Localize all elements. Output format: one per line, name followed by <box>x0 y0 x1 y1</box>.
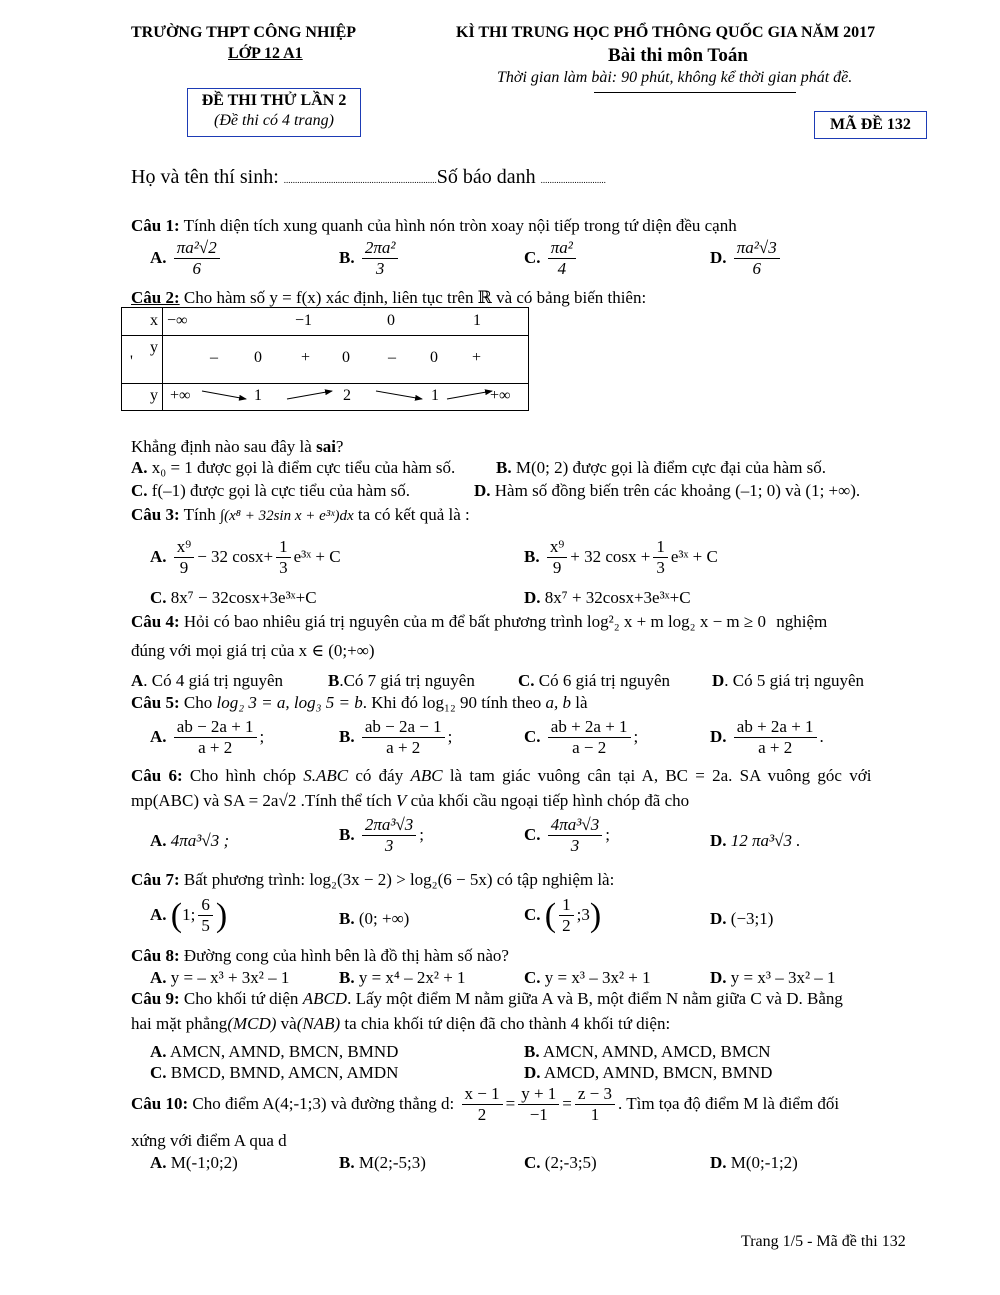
fraction: $\frac{z - 3}{1}$ <box>575 1084 615 1126</box>
x-val: 0 <box>387 312 395 329</box>
q2-label: Câu 2: <box>131 288 180 307</box>
fraction: $\frac{ab - 2a - 1}{a + 2}$ <box>362 717 445 759</box>
option-letter: C. <box>524 247 541 267</box>
q2-option-c[interactable]: C. f(–1) được gọi là cực tiểu của hàm số. <box>131 481 411 500</box>
q10-stem: Câu 10: Cho điểm A(4;-1;3) và đường thẳng d: $\frac{x - 1}{2}$ = $\frac{y + 1}{-1}$ = $\frac{z - 3}{1}$ . Tìm tọa độ điểm M là điểm đối <box>131 1084 840 1125</box>
time-note: Thời gian làm bài: 90 phút, không kể thời gian phát đề. <box>497 69 853 86</box>
trial-pages: (Đề thi có 4 trang) <box>214 112 334 129</box>
fraction: $\frac{1}{3}$ <box>276 537 291 579</box>
q7-option-d[interactable]: D. (−3;1) <box>710 909 774 928</box>
yp-val: + <box>472 349 482 366</box>
q1-text: Tính diện tích xung quanh của hình nón tròn xoay nội tiếp trong tứ diện đều cạnh <box>183 216 737 235</box>
q10-stem-2: xứng với điểm A qua d <box>131 1131 287 1150</box>
q9-option-d[interactable]: D. AMCD, AMND, BMCN, BMND <box>524 1063 773 1082</box>
variation-arrows <box>122 308 528 410</box>
arrow-down-2 <box>376 391 422 399</box>
q3-stem: Câu 3: Tính ∫(x⁸ + 32sin x + e³ˣ)dx ta có kết quả là : <box>131 505 470 524</box>
sbd-dots[interactable]: ............................. <box>540 175 606 185</box>
fraction: $\frac{x - 1}{2}$ <box>462 1084 503 1126</box>
q6-option-b[interactable]: B. $\frac{\text{2πa³√3}}{3}$ ; <box>339 815 425 856</box>
q10-option-b[interactable]: B. M(2;-5;3) <box>339 1153 426 1172</box>
yp-val: – <box>388 349 396 366</box>
fraction: $\frac{\text{2πa²}}{3}$ <box>362 238 399 280</box>
name-dots[interactable]: .................................................................... <box>283 175 437 185</box>
trial-title: ĐỀ THI THỬ LẦN 2 <box>201 92 347 109</box>
class-name: LỚP 12 A1 <box>228 45 303 62</box>
yp-val: – <box>210 349 218 366</box>
q4-option-d[interactable]: D. Có 5 giá trị nguyên <box>712 671 865 690</box>
q9-option-c[interactable]: C. BMCD, BMND, AMCN, AMDN <box>150 1063 399 1082</box>
sbd-label: Số báo danh <box>436 166 536 188</box>
q6-option-d[interactable]: D. 12 πa³√3 . <box>710 831 801 850</box>
q5-option-b[interactable]: B. $\frac{ab - 2a - 1}{a + 2}$ ; <box>339 717 453 758</box>
y-val: 1 <box>431 387 439 404</box>
q10-option-a[interactable]: A. M(-1;0;2) <box>150 1153 238 1172</box>
table-y-label: y <box>150 387 158 404</box>
q3-option-c[interactable]: C. 8x⁷ − 32cosx+3e³ˣ+C <box>150 588 317 607</box>
q8-option-b[interactable]: B. y = x⁴ – 2x² + 1 <box>339 968 466 987</box>
x-val: 1 <box>473 312 481 329</box>
q9-stem-2: hai mặt phẳng(MCD) và(NAB) ta chia khối tứ diện đã cho thành 4 khối tứ diện: <box>131 1014 671 1033</box>
fraction: $\frac{\text{πa²√2}}{6}$ <box>174 238 220 280</box>
y-val: +∞ <box>490 387 511 404</box>
option-letter: B. <box>339 247 355 267</box>
school-name: TRƯỜNG THPT CÔNG NHIỆP <box>131 24 357 41</box>
q2-option-d[interactable]: D. Hàm số đồng biến trên các khoảng (–1; 0) và (1; +∞). <box>474 481 861 500</box>
yp-val: 0 <box>430 349 438 366</box>
q1-option-c[interactable] <box>524 238 579 280</box>
q5-stem: Câu 5: Cho log₂ 3 = a, log₃ 5 = b. Khi đó log₁₂ 90 tính theo a, b là <box>131 693 588 712</box>
fraction: $\frac{\text{πa²√3}}{6}$ <box>734 238 780 280</box>
q5-option-d[interactable]: D. $\frac{ab + 2a + 1}{a + 2}$ . <box>710 717 824 758</box>
q2-question: Khẳng định nào sau đây là sai? <box>131 437 344 456</box>
fraction: $\frac{y + 1}{-1}$ <box>518 1084 559 1126</box>
page-footer: Trang 1/5 - Mã đề thi 132 <box>741 1233 906 1250</box>
q6-option-c[interactable]: C. $\frac{\text{4πa³√3}}{3}$ ; <box>524 815 610 856</box>
q9-option-b[interactable]: B. AMCN, AMND, AMCD, BMCN <box>524 1042 771 1061</box>
q4-option-a[interactable]: A. Có 4 giá trị nguyên <box>131 671 284 690</box>
q2-stem <box>131 288 646 308</box>
q1-option-a[interactable] <box>150 238 223 280</box>
exam-code-box <box>814 111 927 139</box>
arrow-up-2 <box>447 391 492 399</box>
fraction: $\frac{\text{2πa³√3}}{3}$ <box>362 815 416 857</box>
q4-option-b[interactable]: B.Có 7 giá trị nguyên <box>328 671 475 690</box>
y-val: 2 <box>343 387 351 404</box>
fraction: $\frac{\text{4πa³√3}}{3}$ <box>548 815 602 857</box>
table-x-label: x <box>150 312 158 329</box>
integral: ∫(x⁸ + 32sin x + e³ˣ)dx <box>219 508 354 524</box>
fraction: $\frac{\text{x⁹}}{9}$ <box>547 537 567 579</box>
candidate-line <box>131 166 606 189</box>
time-underline <box>594 92 796 93</box>
q4-option-c[interactable]: C. Có 6 giá trị nguyên <box>518 671 671 690</box>
exam-code: MÃ ĐỀ 132 <box>830 116 911 133</box>
q8-option-a[interactable]: A. y = – x³ + 3x² – 1 <box>150 968 290 987</box>
q2-option-b[interactable]: B. M(0; 2) được gọi là điểm cực đại của hàm số. <box>496 458 827 477</box>
q6-option-a[interactable]: A. 4πa³√3 ; <box>150 831 230 850</box>
yp-val: 0 <box>342 349 350 366</box>
exam-title: KÌ THI TRUNG HỌC PHỔ THÔNG QUỐC GIA NĂM 2017 <box>456 24 876 41</box>
x-val: −1 <box>295 312 313 329</box>
fraction: $\frac{ab + 2a + 1}{a - 2}$ <box>548 717 631 759</box>
q8-option-d[interactable]: D. y = x³ – 3x² – 1 <box>710 968 836 987</box>
fraction: $\frac{6}{5}$ <box>198 895 213 937</box>
table-yp-label: y <box>150 339 158 356</box>
fraction: $\frac{\text{x⁹}}{9}$ <box>174 537 194 579</box>
q2-text: Cho hàm số y = f(x) xác định, liên tục trên ℝ và có bảng biến thiên: <box>183 288 647 307</box>
q8-stem: Câu 8: Đường cong của hình bên là đồ thị hàm số nào? <box>131 946 509 965</box>
fraction: $\frac{\text{πa²}}{4}$ <box>548 238 576 280</box>
q4-stem: Câu 4: Hỏi có bao nhiêu giá trị nguyên của m để bất phương trình log²₂ x + m log₂ x − m ≥ 0 nghiệm <box>131 612 828 631</box>
y-val: 1 <box>254 387 262 404</box>
q7-option-b[interactable]: B. (0; +∞) <box>339 909 410 928</box>
q10-option-d[interactable]: D. M(0;-1;2) <box>710 1153 798 1172</box>
variation-table <box>121 307 529 411</box>
arrow-down-1 <box>202 391 246 399</box>
y-val: +∞ <box>170 387 191 404</box>
q2-option-a[interactable]: A. x₀ = 1 được gọi là điểm cực tiểu của hàm số. <box>131 458 456 477</box>
subject-title: Bài thi môn Toán <box>608 45 748 66</box>
yp-val: + <box>301 349 311 366</box>
option-letter: A. <box>150 247 167 267</box>
q3-option-d[interactable]: D. 8x⁷ + 32cosx+3e³ˣ+C <box>524 588 691 607</box>
q5-option-a[interactable]: A. $\frac{ab - 2a + 1}{a + 2}$ ; <box>150 717 265 758</box>
q1-stem <box>131 216 737 236</box>
name-label: Họ và tên thí sinh: <box>131 166 279 188</box>
q3-option-a[interactable]: A. $\frac{\text{x⁹}}{9}$ − 32 cosx+ $\frac{1}{3}$ e³ˣ + C <box>150 537 341 578</box>
q7-option-c[interactable]: C. ( $\frac{1}{2}$ ;3) <box>524 895 602 936</box>
q7-stem: Câu 7: Bất phương trình: log₂(3x − 2) > log₂(6 − 5x) có tập nghiệm là: <box>131 870 615 889</box>
q10-option-c[interactable]: C. (2;-3;5) <box>524 1153 597 1172</box>
q1-option-b[interactable] <box>339 238 401 280</box>
x-val: −∞ <box>167 312 188 329</box>
arrow-up-1 <box>287 391 332 399</box>
yp-val: 0 <box>254 349 262 366</box>
fraction: $\frac{1}{2}$ <box>559 895 574 937</box>
q9-stem: Câu 9: Cho khối tứ diện ABCD. Lấy một điểm M nằm giữa A và B, một điểm N nằm giữa C và D. Bằng <box>131 989 843 1008</box>
q6-stem-2: mp(ABC) và SA = 2a√2 .Tính thể tích V của khối cầu ngoại tiếp hình chóp đã cho <box>131 791 690 810</box>
fraction: $\frac{1}{3}$ <box>653 537 668 579</box>
q6-stem: Câu 6: Cho hình chóp S.ABC có đáy ABC là tam giác vuông cân tại A, BC = 2a. SA vuông góc với <box>131 766 872 785</box>
option-letter: D. <box>710 247 727 267</box>
fraction: $\frac{ab - 2a + 1}{a + 2}$ <box>174 717 257 759</box>
q5-option-c[interactable]: C. $\frac{ab + 2a + 1}{a - 2}$ ; <box>524 717 639 758</box>
q9-option-a[interactable]: A. AMCN, AMND, BMCN, BMND <box>150 1042 399 1061</box>
q1-label: Câu 1: <box>131 216 180 235</box>
table-yp-prime: ' <box>130 353 133 370</box>
q7-option-a[interactable]: A. (1; $\frac{6}{5}$ ) <box>150 895 228 936</box>
trial-box <box>187 88 361 137</box>
q8-option-c[interactable]: C. y = x³ – 3x² + 1 <box>524 968 651 987</box>
q4-stem-2: đúng với mọi giá trị của x ∈ (0;+∞) <box>131 641 375 660</box>
q1-option-d[interactable] <box>710 238 783 280</box>
q3-option-b[interactable]: B. $\frac{\text{x⁹}}{9}$ + 32 cosx + $\frac{1}{3}$ e³ˣ + C <box>524 537 718 578</box>
fraction: $\frac{ab + 2a + 1}{a + 2}$ <box>734 717 817 759</box>
